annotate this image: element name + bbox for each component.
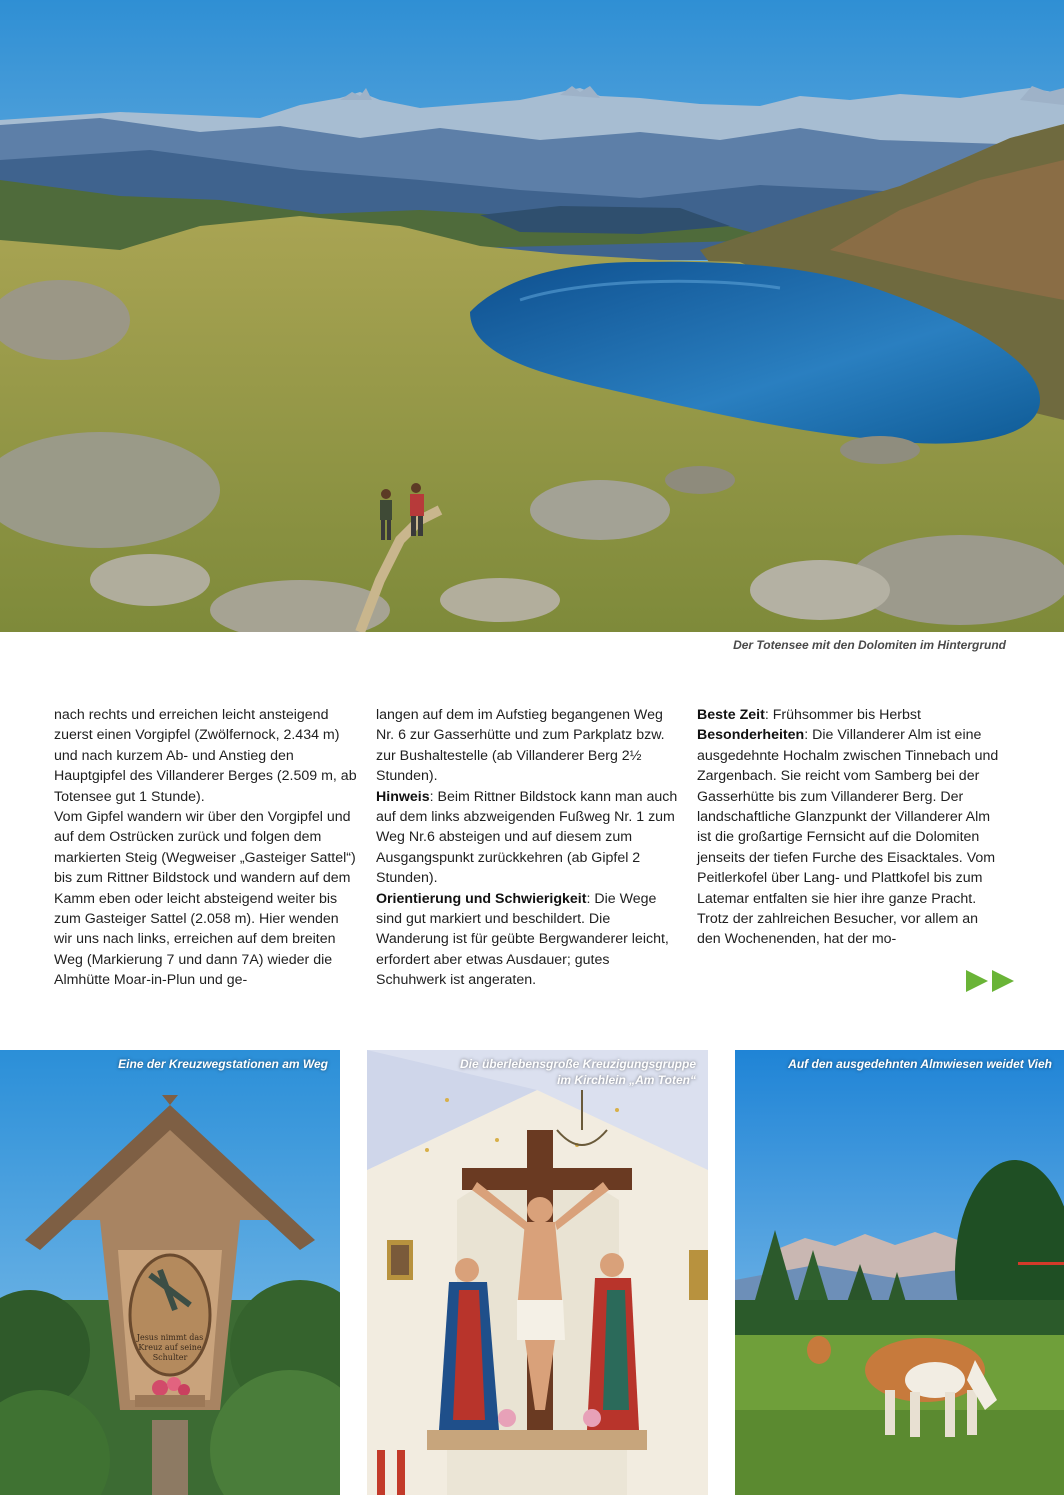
hero-photo — [0, 0, 1064, 632]
chapel-interior-illustration — [367, 1050, 708, 1495]
photo-caption-1: Eine der Kreuzwegstationen am Weg — [118, 1057, 328, 1071]
paragraph: Vom Gipfel wandern wir über den Vorgipfel und auf dem Ostrücken zurück und folgen dem markierten Steig (Wegweiser „Gasteiger Sattel“) bis zum Rittner Bildstock und wandern auf dem Kamm eben oder leicht absteigend weiter bis zum Gasteiger Sattel (2.058 m). Hier wenden wir uns nach links, erreichen auf dem breiten Weg (Markierung 7 und dann 7A) wieder die Almhütte Moar-in-Plun und ge- — [54, 809, 356, 989]
sign-text-line-3: Schulter — [152, 1353, 188, 1362]
label-besonderheiten: Besonderheiten — [697, 727, 805, 744]
hero-caption: Der Totensee mit den Dolomiten im Hintergrund — [733, 638, 1006, 652]
paragraph-hinweis: Hinweis: Beim Rittner Bildstock kann man auch auf dem links abzweigenden Fußweg Nr. 1 zum Weg Nr.6 absteigen und auf diesem zum Ausgangspunkt zurückkehren (ab Gipfel 2 Stunden). — [376, 788, 678, 887]
label-beste-zeit: Beste Zeit — [697, 707, 765, 723]
paragraph-beste-zeit: Beste Zeit: Frühsommer bis Herbst — [697, 707, 921, 723]
photo-cattle-meadow — [735, 1050, 1064, 1495]
text-column-3 — [697, 705, 1003, 950]
text-column-1 — [54, 705, 360, 991]
paragraph-besonderheiten: Besonderheiten: Die Villanderer Alm ist eine ausgedehnte Hochalm zwischen Tinnebach und Zargenbach. Sie reicht vom Samberg bei der Gasserhütte bis zum Villanderer Berg. Der landschaftliche Glanzpunkt der Villanderer Alm ist die großartige Fernsicht auf die Dolomiten jenseits der tiefen Furche des Eisacktales. Vom Peitlerkofel über Lang- und Plattkofel bis zum Latemar entfalten sie hier ihre ganze Pracht. Trotz der zahlreichen Besucher, vor allem an den Wochenenden, hat der mo- — [697, 727, 999, 948]
sign-text-line-2: Kreuz auf seine — [138, 1343, 202, 1352]
label-hinweis: Hinweis — [376, 788, 430, 805]
lake-landscape-illustration — [0, 0, 1064, 632]
paragraph: langen auf dem im Aufstieg begangenen Weg Nr. 6 zur Gasserhütte und zum Parkplatz bzw. zur Bushaltestelle (ab Villanderer Berg 2½ Stunden). — [376, 707, 665, 785]
cattle-meadow-illustration — [735, 1050, 1064, 1495]
photo-caption-3: Auf den ausgedehnten Almwiesen weidet Vieh — [788, 1057, 1052, 1071]
wayside-shrine-illustration — [0, 1050, 340, 1495]
photo-crucifixion-group — [367, 1050, 708, 1495]
double-play-arrow-icon[interactable] — [964, 968, 1016, 994]
sign-text-line-1: Jesus nimmt das — [136, 1333, 204, 1342]
text-column-2 — [376, 705, 682, 991]
photo-wayside-shrine — [0, 1050, 340, 1495]
photo-caption-2: Die überlebensgroße Kreuzigungsgruppe im Kirchlein „Am Toten“ — [459, 1057, 696, 1087]
paragraph-orientierung: Orientierung und Schwierigkeit: Die Wege sind gut markiert und beschildert. Die Wanderung ist für geübte Bergwanderer leicht, erfordert aber etwas Ausdauer; gutes Schuhwerk ist angeraten. — [376, 890, 669, 989]
label-orientierung: Orientierung und Schwierigkeit — [376, 890, 587, 907]
paragraph: nach rechts und erreichen leicht ansteigend zuerst einen Vorgipfel (Zwölfernock, 2.434 m) und nach kurzem Ab- und Anstieg den Hauptgipfel des Villanderer Berges (2.509 m, ab Totensee gut 1 Stunde). — [54, 707, 357, 805]
